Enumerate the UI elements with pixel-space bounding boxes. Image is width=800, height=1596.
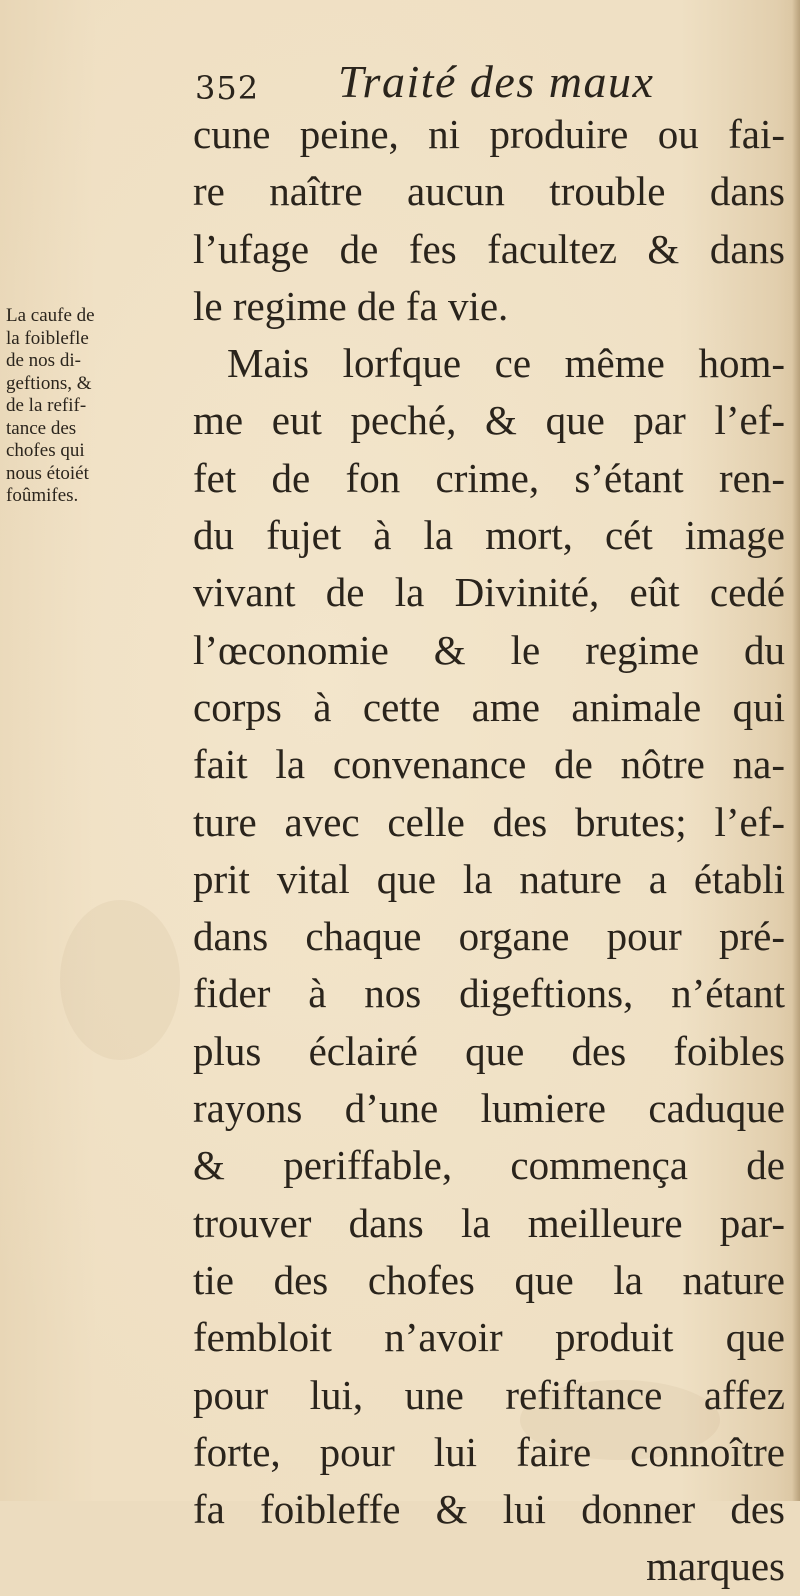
paper-stain xyxy=(60,900,180,1060)
margin-note-line: de nos di- xyxy=(6,350,81,371)
running-title: Traité des maux xyxy=(338,56,655,107)
text-line: dans chaque organe pour pré- xyxy=(193,913,785,960)
margin-note-line: chofes qui xyxy=(6,440,85,461)
body-text xyxy=(193,106,785,1596)
text-line: ture avec celle des brutes; l’ef- xyxy=(193,798,785,845)
text-line: Mais lorfque ce même hom- xyxy=(227,340,785,387)
text-line: rayons d’une lumiere caduque xyxy=(193,1085,785,1132)
text-line: vivant de la Divinité, eût cedé xyxy=(193,569,785,616)
text-line: me eut peché, & que par l’ef- xyxy=(193,397,785,444)
margin-note-line: la foiblefle xyxy=(6,327,89,349)
text-line: l’ufage de fes facultez & dans xyxy=(193,225,785,272)
text-line: cune peine, ni produire ou fai- xyxy=(193,111,785,157)
text-line: fait la convenance de nôtre na- xyxy=(193,741,785,788)
margin-note-line: nous étoiét xyxy=(6,462,89,484)
margin-note-line: tance des xyxy=(6,417,77,439)
text-line: fet de fon crime, s’étant ren- xyxy=(193,454,785,501)
text-line: fa foibleffe & lui donner des xyxy=(193,1486,785,1533)
text-line: re naître aucun trouble dans xyxy=(193,168,785,215)
margin-note xyxy=(6,305,186,508)
page-edge-shadow xyxy=(792,0,800,1501)
text-line: tie des chofes que la nature xyxy=(193,1256,785,1303)
margin-note-line: foûmifes. xyxy=(6,485,79,506)
margin-note-line: La caufe de xyxy=(6,305,95,326)
text-line: plus éclairé que des foibles xyxy=(193,1027,785,1074)
text-line: prit vital que la nature a établi xyxy=(193,855,785,902)
text-line: fider à nos digeftions, n’étant xyxy=(193,970,785,1017)
text-line: pour lui, une refiftance affez xyxy=(193,1371,785,1418)
text-line: l’œconomie & le regime du xyxy=(193,626,785,673)
page-number: 352 xyxy=(195,69,260,107)
catchword: marques xyxy=(646,1543,785,1590)
text-line: forte, pour lui faire connoître xyxy=(193,1428,785,1475)
margin-note-line: de la refif- xyxy=(6,395,87,416)
margin-note-line: geftions, & xyxy=(6,372,92,394)
text-line: du fujet à la mort, cét image xyxy=(193,512,785,559)
text-line: trouver dans la meilleure par- xyxy=(193,1199,785,1246)
text-line: le regime de fa vie. xyxy=(193,282,509,329)
text-line: corps à cette ame animale qui xyxy=(193,683,785,730)
text-line: & periffable, commença de xyxy=(193,1142,785,1189)
text-line: fembloit n’avoir produit que xyxy=(193,1314,785,1361)
